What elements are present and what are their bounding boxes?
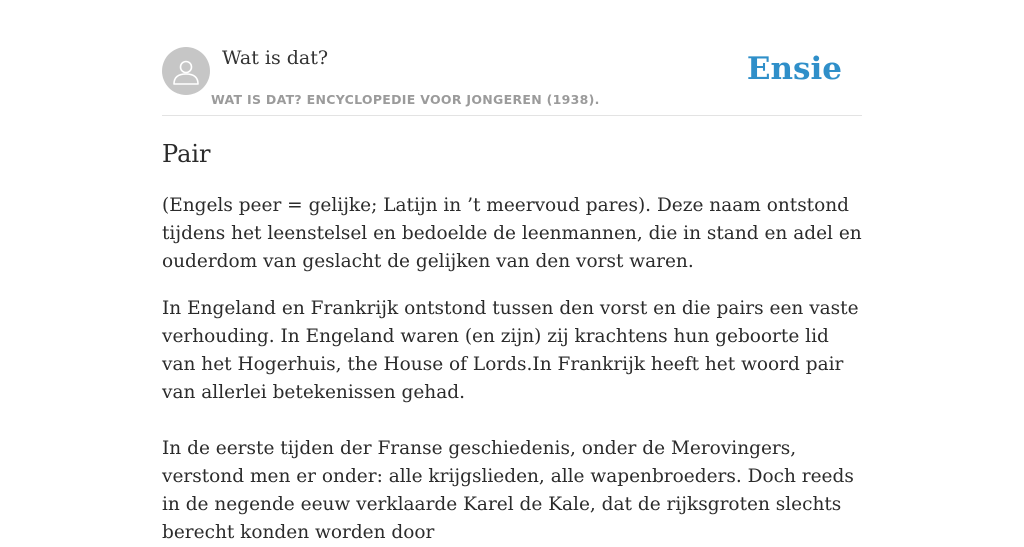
article bbox=[162, 138, 862, 547]
source-header bbox=[162, 46, 862, 116]
article-paragraph: In Engeland en Frankrijk ontstond tussen den vorst en die pairs een vaste verhouding. In Engeland waren (en zijn) zij krachtens hun geboorte lid van het Hogerhuis, the House of Lords.In Frankrijk heeft het woord pair van allerlei betekenissen gehad. In de eerste tijden der Franse geschiedenis, onder de Merovingers, verstond men er onder: alle krijgslieden, alle wapenbroeders. Doch reeds in de negende eeuw verklaarde Karel de Kale, dat de rijksgroten slechts berecht konden worden door bbox=[162, 298, 859, 543]
brand-logo[interactable]: Ensie bbox=[746, 51, 842, 87]
source-title[interactable]: Wat is dat? bbox=[222, 47, 329, 69]
article-title: Pair bbox=[162, 140, 211, 168]
source-subtitle: WAT IS DAT? ENCYCLOPEDIE VOOR JONGEREN (1938). bbox=[211, 92, 600, 107]
article-paragraph: (Engels peer = gelijke; Latijn in ’t meervoud pares). Deze naam ontstond tijdens het leenstelsel en bedoelde de leenmannen, die in stand en adel en ouderdom van geslacht de gelijken van den vorst waren. bbox=[162, 195, 862, 272]
user-silhouette-icon bbox=[162, 47, 210, 95]
user-avatar-icon[interactable] bbox=[162, 47, 210, 95]
